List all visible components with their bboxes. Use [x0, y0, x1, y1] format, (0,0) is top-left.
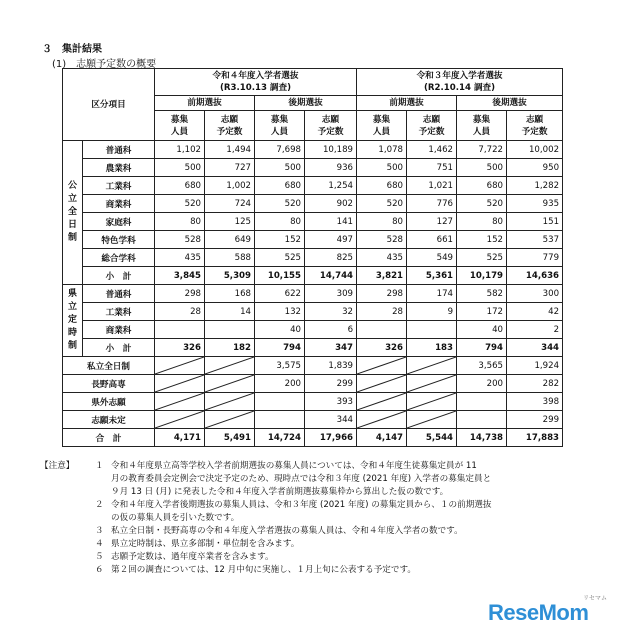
table-cell	[255, 393, 305, 411]
table-cell: 32	[305, 303, 357, 321]
table-row	[63, 249, 563, 267]
table-cell: 10,155	[255, 267, 305, 285]
table-cell: 5,361	[407, 267, 457, 285]
note-prefix	[40, 525, 95, 538]
empty-cell	[407, 375, 457, 393]
table-cell: 622	[255, 285, 305, 303]
table-cell: 582	[457, 285, 507, 303]
corner-label: 区分項目	[63, 69, 155, 141]
table-row	[63, 357, 563, 375]
resemom-logo: ReseMom	[488, 600, 589, 625]
table-cell: 680	[457, 177, 507, 195]
table-cell: 1,002	[205, 177, 255, 195]
table-cell: 500	[255, 159, 305, 177]
note-line	[40, 525, 600, 538]
table-cell: 172	[457, 303, 507, 321]
table-cell: 127	[407, 213, 457, 231]
table-cell: 182	[205, 339, 255, 357]
empty-cell	[357, 357, 407, 375]
empty-cell	[407, 411, 457, 429]
table-cell: 40	[457, 321, 507, 339]
col-header-shigan: 志願 予定数	[305, 111, 357, 141]
section-heading: ３ 集計結果	[42, 44, 102, 55]
table-cell: 200	[255, 375, 305, 393]
table-row	[63, 231, 563, 249]
row-label: 小 計	[83, 267, 155, 285]
table-cell: 724	[205, 195, 255, 213]
row-label: 県外志願	[63, 393, 155, 411]
table-cell: 80	[457, 213, 507, 231]
table-cell: 680	[255, 177, 305, 195]
empty-cell	[205, 357, 255, 375]
col-header-boshu: 募集 人員	[155, 111, 205, 141]
table-cell: 520	[155, 195, 205, 213]
survey-r4-date: (R3.10.13 調査)	[219, 83, 292, 93]
table-cell: 4,171	[155, 429, 205, 447]
survey-r4-title: 令和４年度入学者選抜	[212, 71, 299, 81]
table-cell: 14,636	[507, 267, 563, 285]
note-line	[40, 499, 600, 512]
table-cell: 935	[507, 195, 563, 213]
empty-cell	[155, 393, 205, 411]
empty-cell	[357, 411, 407, 429]
empty-cell	[155, 357, 205, 375]
table-cell: 794	[255, 339, 305, 357]
table-cell: 10,179	[457, 267, 507, 285]
table-cell: 520	[457, 195, 507, 213]
table-cell	[457, 411, 507, 429]
table-row	[63, 141, 563, 159]
table-cell: 14	[205, 303, 255, 321]
table-cell: 132	[255, 303, 305, 321]
table-cell: 7,698	[255, 141, 305, 159]
empty-cell	[205, 375, 255, 393]
table-row	[63, 339, 563, 357]
table-cell: 299	[305, 375, 357, 393]
note-text: 令和４年度県立高等学校入学者前期選抜の募集人員については、令和４年度生徒募集定員が 11	[111, 461, 477, 471]
note-prefix	[40, 499, 95, 512]
table-row	[63, 375, 563, 393]
table-cell: 497	[305, 231, 357, 249]
group-public-full: 公立全日制	[63, 141, 83, 285]
table-cell: 14,738	[457, 429, 507, 447]
note-line	[40, 512, 600, 525]
table-cell: 727	[205, 159, 255, 177]
r3-koki-header: 後期選抜	[457, 96, 563, 111]
table-cell: 500	[457, 159, 507, 177]
table-cell: 525	[255, 249, 305, 267]
note-number: ４	[95, 539, 104, 549]
table-cell: 326	[357, 339, 407, 357]
row-label: 合 計	[63, 429, 155, 447]
table-cell: 80	[357, 213, 407, 231]
table-cell: 42	[507, 303, 563, 321]
survey-r3-title: 令和３年度入学者選抜	[416, 71, 503, 81]
survey-r3-header	[357, 69, 563, 96]
group-public-part: 県立定時制	[63, 285, 83, 357]
table-cell: 1,102	[155, 141, 205, 159]
col-header-boshu: 募集 人員	[255, 111, 305, 141]
empty-cell	[357, 393, 407, 411]
r4-zenki-header: 前期選抜	[155, 96, 255, 111]
table-cell: 1,254	[305, 177, 357, 195]
table-row	[63, 213, 563, 231]
table-cell: 520	[255, 195, 305, 213]
table-row	[63, 411, 563, 429]
table-cell: 326	[155, 339, 205, 357]
table-row	[63, 429, 563, 447]
col-header-shigan: 志願 予定数	[407, 111, 457, 141]
table-cell: 1,924	[507, 357, 563, 375]
table-cell: 17,883	[507, 429, 563, 447]
row-label: 商業科	[83, 321, 155, 339]
note-number: １	[95, 461, 104, 471]
note-number: ３	[95, 526, 104, 536]
col-header-boshu: 募集 人員	[457, 111, 507, 141]
table-cell: 6	[305, 321, 357, 339]
table-cell: 537	[507, 231, 563, 249]
table-cell: 680	[357, 177, 407, 195]
row-label: 工業科	[83, 177, 155, 195]
note-text: の仮の募集人員を引いた数です。	[111, 513, 240, 523]
table-cell: 152	[457, 231, 507, 249]
table-cell: 5,544	[407, 429, 457, 447]
note-text: 令和４年度入学者後期選抜の募集人員は、令和３年度 (2021 年度) の募集定員から、１の前期選抜	[111, 500, 492, 510]
table-cell	[457, 393, 507, 411]
table-cell: 1,021	[407, 177, 457, 195]
table-row	[63, 267, 563, 285]
row-label: 農業科	[83, 159, 155, 177]
table-cell: 14,724	[255, 429, 305, 447]
table-cell: 661	[407, 231, 457, 249]
table-cell: 902	[305, 195, 357, 213]
survey-r4-header	[155, 69, 357, 96]
row-label: 普通科	[83, 285, 155, 303]
table-cell: 435	[155, 249, 205, 267]
table-cell: 950	[507, 159, 563, 177]
col-header-boshu: 募集 人員	[357, 111, 407, 141]
row-label: 普通科	[83, 141, 155, 159]
table-cell: 649	[205, 231, 255, 249]
empty-cell	[357, 375, 407, 393]
note-prefix	[40, 564, 95, 577]
r3-zenki-header: 前期選抜	[357, 96, 457, 111]
table-row	[63, 321, 563, 339]
table-cell: 528	[357, 231, 407, 249]
table-cell: 500	[155, 159, 205, 177]
table-cell	[407, 321, 457, 339]
note-number: ６	[95, 565, 104, 575]
note-line	[40, 564, 600, 577]
table-cell: 200	[457, 375, 507, 393]
row-label: 私立全日制	[63, 357, 155, 375]
table-cell: 393	[305, 393, 357, 411]
table-cell: 28	[357, 303, 407, 321]
table-cell: 300	[507, 285, 563, 303]
note-text: 第２回の調査については、12 月中旬に実施し、１月上旬に公表する予定です。	[111, 565, 416, 575]
row-label: 工業科	[83, 303, 155, 321]
note-prefix	[40, 551, 95, 564]
subsection-heading: (1) 志願予定数の概要	[52, 59, 157, 70]
table-cell: 398	[507, 393, 563, 411]
empty-cell	[205, 393, 255, 411]
notes-section	[40, 460, 600, 577]
note-number: ５	[95, 552, 104, 562]
table-cell: 298	[155, 285, 205, 303]
table-cell: 347	[305, 339, 357, 357]
table-cell: 1,494	[205, 141, 255, 159]
table-cell: 525	[457, 249, 507, 267]
table-cell: 936	[305, 159, 357, 177]
table-cell: 435	[357, 249, 407, 267]
table-cell: 299	[507, 411, 563, 429]
empty-cell	[407, 357, 457, 375]
table-cell: 825	[305, 249, 357, 267]
row-label: 志願未定	[63, 411, 155, 429]
table-cell: 152	[255, 231, 305, 249]
empty-cell	[205, 411, 255, 429]
table-cell: 183	[407, 339, 457, 357]
table-cell	[357, 321, 407, 339]
r4-koki-header: 後期選抜	[255, 96, 357, 111]
note-line	[40, 473, 600, 486]
table-row	[63, 285, 563, 303]
table-cell: 500	[357, 159, 407, 177]
table-cell: 528	[155, 231, 205, 249]
note-line	[40, 460, 600, 473]
col-header-shigan: 志願 予定数	[205, 111, 255, 141]
table-cell: 4,147	[357, 429, 407, 447]
table-cell: 779	[507, 249, 563, 267]
table-cell: 80	[155, 213, 205, 231]
note-line	[40, 486, 600, 499]
table-cell: 141	[305, 213, 357, 231]
row-label: 商業科	[83, 195, 155, 213]
table-cell: 309	[305, 285, 357, 303]
table-cell: 344	[305, 411, 357, 429]
table-row	[63, 159, 563, 177]
table-cell: 549	[407, 249, 457, 267]
note-text: 県立定時制は、県立多部制・単位制を含みます。	[111, 539, 300, 549]
table-cell: 14,744	[305, 267, 357, 285]
table-cell: 7,722	[457, 141, 507, 159]
row-label: 特色学科	[83, 231, 155, 249]
survey-r3-date: (R2.10.14 調査)	[423, 83, 496, 93]
table-cell: 3,821	[357, 267, 407, 285]
note-prefix	[40, 538, 95, 551]
table-row	[63, 177, 563, 195]
table-cell: 40	[255, 321, 305, 339]
empty-cell	[407, 393, 457, 411]
table-cell: 3,575	[255, 357, 305, 375]
note-prefix: 【注意】	[40, 461, 75, 471]
resemom-logo-kana: リセマム	[583, 595, 607, 602]
table-cell	[255, 411, 305, 429]
table-cell: 174	[407, 285, 457, 303]
table-cell: 1,078	[357, 141, 407, 159]
note-line	[40, 538, 600, 551]
table-cell: 680	[155, 177, 205, 195]
note-text: 私立全日制・長野高専の令和４年度入学者選抜の募集人員は、令和４年度入学者の数です。	[111, 526, 463, 536]
table-cell: 1,282	[507, 177, 563, 195]
table-cell: 776	[407, 195, 457, 213]
table-row	[63, 303, 563, 321]
empty-cell	[155, 411, 205, 429]
table-cell: 10,189	[305, 141, 357, 159]
table-cell: 794	[457, 339, 507, 357]
note-text: ９月 13 日 (月) に発表した令和４年度入学者前期選抜募集枠から算出した仮の数です。	[111, 487, 449, 497]
table-cell: 3,845	[155, 267, 205, 285]
table-cell: 520	[357, 195, 407, 213]
note-line	[40, 551, 600, 564]
empty-cell	[155, 375, 205, 393]
note-text: 志願予定数は、過年度卒業者を含みます。	[111, 552, 274, 562]
table-cell: 2	[507, 321, 563, 339]
table-row	[63, 195, 563, 213]
table-cell: 5,309	[205, 267, 255, 285]
row-label: 小 計	[83, 339, 155, 357]
table-cell: 125	[205, 213, 255, 231]
table-cell: 1,462	[407, 141, 457, 159]
note-text: 月の教育委員会定例会で決定予定のため、現時点では令和３年度 (2021 年度) 入学者の募集定員と	[111, 474, 492, 484]
table-cell	[155, 321, 205, 339]
application-summary-table	[62, 68, 563, 447]
note-number: ２	[95, 500, 104, 510]
row-label: 家庭科	[83, 213, 155, 231]
table-cell: 3,565	[457, 357, 507, 375]
table-cell: 344	[507, 339, 563, 357]
table-cell: 1,839	[305, 357, 357, 375]
table-cell: 9	[407, 303, 457, 321]
table-cell	[205, 321, 255, 339]
table-cell: 10,002	[507, 141, 563, 159]
table-cell: 588	[205, 249, 255, 267]
table-cell: 80	[255, 213, 305, 231]
table-cell: 751	[407, 159, 457, 177]
table-cell: 298	[357, 285, 407, 303]
row-label: 長野高専	[63, 375, 155, 393]
table-cell: 28	[155, 303, 205, 321]
table-cell: 17,966	[305, 429, 357, 447]
row-label: 総合学科	[83, 249, 155, 267]
table-cell: 168	[205, 285, 255, 303]
table-cell: 5,491	[205, 429, 255, 447]
col-header-shigan: 志願 予定数	[507, 111, 563, 141]
table-row	[63, 393, 563, 411]
table-cell: 282	[507, 375, 563, 393]
table-cell: 151	[507, 213, 563, 231]
